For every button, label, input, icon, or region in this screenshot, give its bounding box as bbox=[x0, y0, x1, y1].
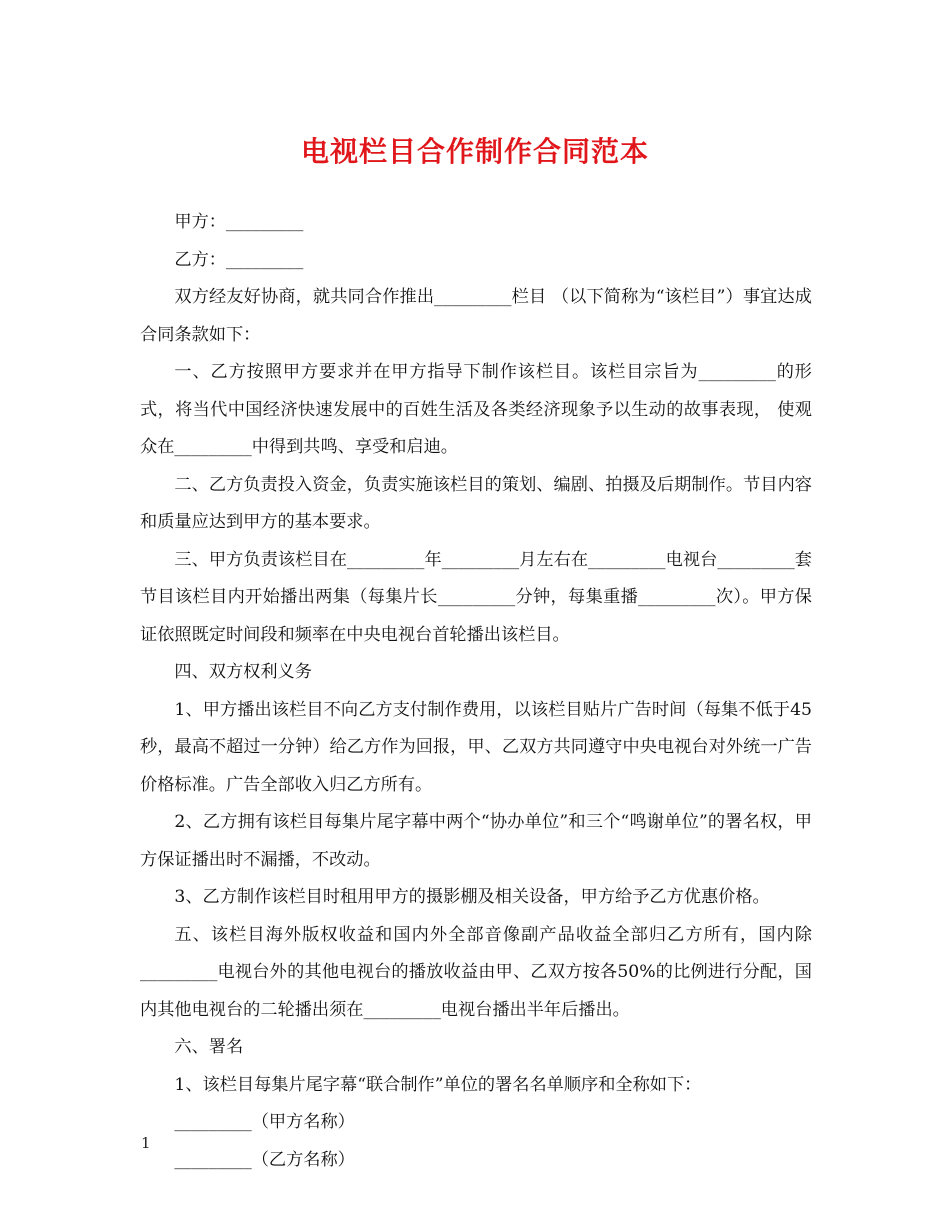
paragraph: 1、甲方播出该栏目不向乙方支付制作费用，以该栏目贴片广告时间（每集不低于45秒，最高不超过一分钟）给乙方作为回报，甲、乙双方共同遵守中央电视台对外统一广告价格标准。广告全部收入归乙方所有。 bbox=[140, 699, 812, 795]
paragraph: 3、乙方制作该栏目时租用甲方的摄影棚及相关设备，甲方给予乙方优惠价格。 bbox=[174, 887, 770, 907]
paragraph: 双方经友好协商，就共同合作推出_________栏目 （以下简称为“该栏目”）事宜达成合同条款如下： bbox=[140, 287, 812, 345]
paragraph: 2、乙方拥有该栏目每集片尾字幕中两个“协办单位”和三个“鸣谢单位”的署名权，甲方保证播出时不漏播，不改动。 bbox=[140, 812, 812, 870]
paragraph: _________（乙方名称） bbox=[174, 1149, 355, 1170]
paragraph: 五、该栏目海外版权收益和国内外全部音像副产品收益全部归乙方所有，国内除_________电视台外的其他电视台的播放收益由甲、乙双方按各50%的比例进行分配，国内其他电视台的二轮播出须在_________电视台播出半年后播出。 bbox=[140, 924, 812, 1020]
paragraph: 四、双方权利义务 bbox=[174, 662, 312, 682]
page-title: 电视栏目合作制作合同范本 bbox=[300, 135, 649, 168]
paragraph: 1、该栏目每集片尾字幕“联合制作”单位的署名名单顺序和全称如下： bbox=[174, 1074, 702, 1095]
paragraph: 乙方：_________ bbox=[174, 249, 304, 270]
paragraph: 二、乙方负责投入资金，负责实施该栏目的策划、编剧、拍摄及后期制作。节目内容和质量应达到甲方的基本要求。 bbox=[140, 474, 812, 532]
paragraph: 甲方：_________ bbox=[174, 212, 304, 232]
paragraph: _________（甲方名称） bbox=[174, 1112, 355, 1132]
page-number: 1 bbox=[141, 1134, 151, 1152]
paragraph: 一、乙方按照甲方要求并在甲方指导下制作该栏目。该栏目宗旨为_________的形式，将当代中国经济快速发展中的百姓生活及各类经济现象予以生动的故事表现， 使观众在_________中得到共鸣、享受和启迪。 bbox=[140, 362, 812, 457]
contract-body bbox=[140, 204, 812, 1179]
paragraph: 三、甲方负责该栏目在_________年_________月左右在_________电视台_________套节目该栏目内开始播出两集（每集片长_________分钟，每集重播_________次）。甲方保证依照既定时间段和频率在中央电视台首轮播出该栏目。 bbox=[140, 549, 812, 645]
paragraph: 六、署名 bbox=[174, 1037, 244, 1057]
